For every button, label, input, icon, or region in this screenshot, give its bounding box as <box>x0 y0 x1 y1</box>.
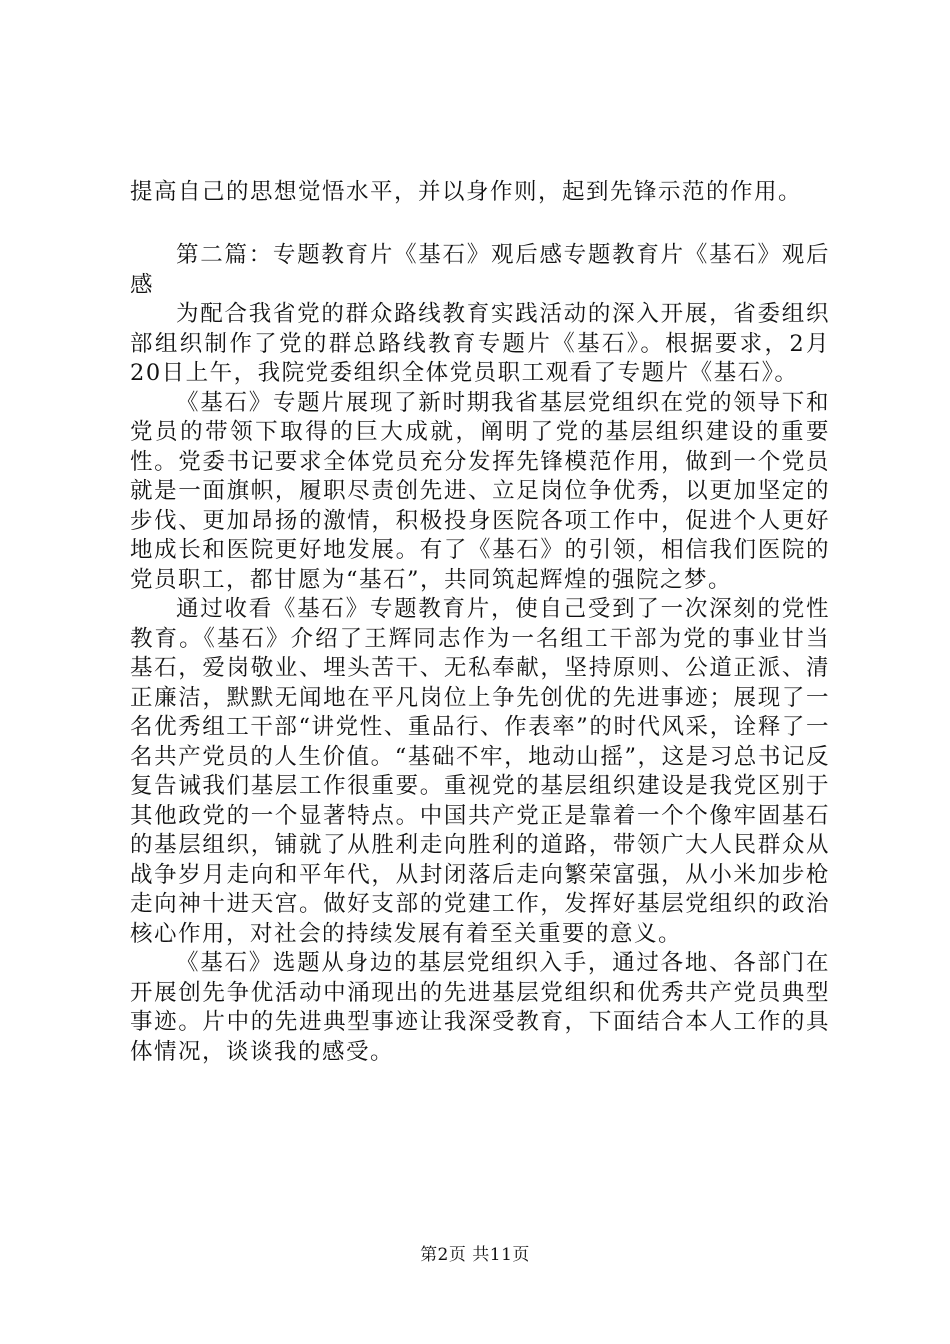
continuation-paragraph: 提高自己的思想觉悟水平，并以身作则，起到先锋示范的作用。 <box>130 179 803 205</box>
article-body <box>130 300 830 1067</box>
paragraph: 《基石》选题从身边的基层党组织入手，通过各地、各部门在开展创先争优活动中涌现出的先进基层党组织和优秀共产党员典型事迹。片中的先进典型事迹让我深受教育，下面结合本人工作的具体情况，谈谈我的感受。 <box>130 950 830 1065</box>
paragraph: 为配合我省党的群众路线教育实践活动的深入开展，省委组织部组织制作了党的群总路线教育专题片《基石》。根据要求，2月20日上午，我院党委组织全体党员职工观看了专题片《基石》。 <box>130 301 830 386</box>
page-footer: 第2页 共11页 <box>420 1245 530 1265</box>
section-heading <box>130 241 830 300</box>
section-heading-text: 第二篇：专题教育片《基石》观后感专题教育片《基石》观后感 <box>130 242 830 298</box>
paragraph: 《基石》专题片展现了新时期我省基层党组织在党的领导下和党员的带领下取得的巨大成就，阐明了党的基层组织建设的重要性。党委书记要求全体党员充分发挥先锋模范作用，做到一个党员就是一面旗帜，履职尽责创先进、立足岗位争优秀，以更加坚定的步伐、更加昂扬的激情，积极投身医院各项工作中，促进个人更好地成长和医院更好地发展。有了《基石》的引领，相信我们医院的党员职工，都甘愿为“基石”，共同筑起辉煌的强院之梦。 <box>130 389 830 593</box>
continuation-text <box>130 178 830 208</box>
paragraph: 通过收看《基石》专题教育片，使自己受到了一次深刻的党性教育。《基石》介绍了王辉同志作为一名组工干部为党的事业甘当基石，爱岗敬业、埋头苦干、无私奉献，坚持原则、公道正派、清正廉洁，默默无闻地在平凡岗位上争先创优的先进事迹；展现了一名优秀组工干部“讲党性、重品行、作表率”的时代风采，诠释了一名共产党员的人生价值。“基础不牢，地动山摇”，这是习总书记反复告诫我们基层工作很重要。重视党的基层组织建设是我党区别于其他政党的一个显著特点。中国共产党正是靠着一个个像牢固基石的基层组织，铺就了从胜利走向胜利的道路，带领广大人民群众从战争岁月走向和平年代，从封闭落后走向繁荣富强，从小米加步枪走向神十进天宫。做好支部的党建工作，发挥好基层党组织的政治核心作用，对社会的持续发展有着至关重要的意义。 <box>130 596 830 947</box>
